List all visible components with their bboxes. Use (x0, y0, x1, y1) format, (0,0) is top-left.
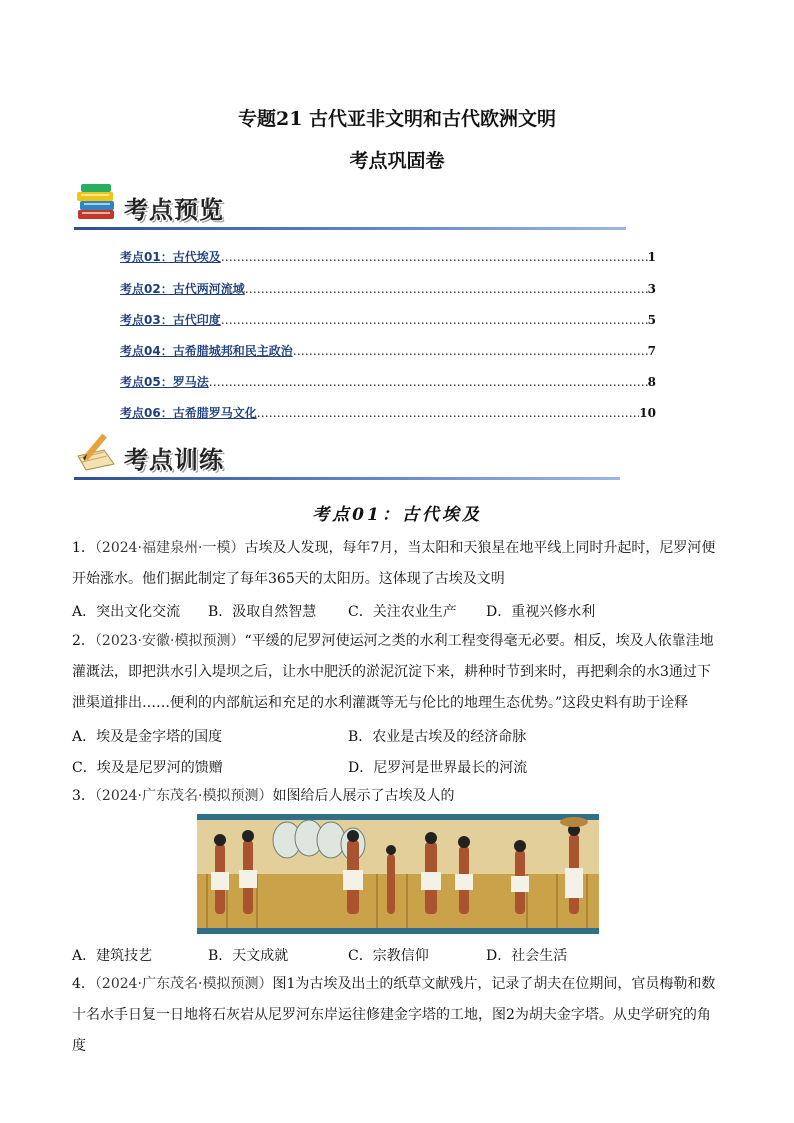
preview-banner-bar (74, 227, 626, 230)
question-source: （2024·福建泉州·一模） (94, 540, 245, 556)
question-3 (72, 781, 724, 812)
toc-item-2[interactable] (120, 280, 656, 297)
toc-dots (257, 406, 640, 420)
document-title: 专题21 古代亚非文明和古代欧洲文明 (237, 108, 557, 130)
toc-item-1[interactable] (120, 248, 656, 265)
toc-page: 7 (647, 344, 656, 358)
question-text: 图1为古埃及出土的纸草文献残片，记录了胡夫在位期间，官员梅勒和数十名水手日复一日地将石灰岩从尼罗河东岸运往修建金字塔的工地，图2为胡夫金字塔。从史学研究的角度 (72, 976, 716, 1054)
toc-page: 10 (639, 406, 656, 420)
toc-item-6[interactable] (120, 404, 656, 421)
question-number: 4． (72, 976, 95, 992)
training-banner (74, 436, 620, 480)
toc-link[interactable]: 考点05：罗马法 (120, 375, 209, 389)
question-number: 1． (72, 540, 95, 556)
toc-link[interactable]: 考点02：古代两河流域 (120, 282, 245, 296)
option[interactable]: A．突出文化交流 (72, 604, 181, 620)
toc-page: 1 (647, 250, 656, 264)
question-text: 古埃及人发现，每年7月，当太阳和天狼星在地平线上同时升起时，尼罗河便开始涨水。他们据此制定了每年365天的太阳历。这体现了古埃及文明 (72, 540, 716, 587)
question-1 (72, 533, 724, 595)
section-title: 考点01：古代埃及 (312, 505, 482, 525)
toc-item-4[interactable] (120, 342, 656, 359)
toc-page: 8 (647, 375, 656, 389)
pencil-notebook-icon (74, 430, 120, 474)
toc-dots (209, 375, 648, 389)
toc-link[interactable]: 考点04：古希腊城邦和民主政治 (120, 344, 293, 358)
question-2 (72, 626, 724, 719)
question-source: （2024·广东茂名·模拟预测） (94, 788, 273, 804)
option[interactable]: D．尼罗河是世界最长的河流 (348, 760, 528, 776)
toc-page: 5 (647, 313, 656, 327)
egyptian-harvest-mural-image (197, 814, 599, 934)
toc-dots (221, 313, 648, 327)
option[interactable]: A．埃及是金字塔的国度 (72, 729, 223, 745)
toc-item-3[interactable] (120, 311, 656, 328)
toc-dots (245, 282, 648, 296)
question-source: （2023·安徽·模拟预测） (94, 633, 245, 649)
option[interactable]: C．宗教信仰 (348, 948, 429, 964)
toc-page: 3 (647, 282, 656, 296)
question-text: 如图给后人展示了古埃及人的 (272, 788, 455, 804)
option[interactable]: D．社会生活 (486, 948, 568, 964)
preview-banner-label: 考点预览 (124, 196, 224, 224)
option[interactable]: B．农业是古埃及的经济命脉 (348, 729, 527, 745)
option[interactable]: A．建筑技艺 (72, 948, 153, 964)
option[interactable]: D．重视兴修水利 (486, 604, 596, 620)
question-text: “平缓的尼罗河使运河之类的水利工程变得毫无必要。相反，埃及人依靠洼地灌溉法，即把洪水引入堤坝之后，让水中肥沃的淤泥沉淀下来，耕种时节到来时，再把剩余的水3通过下泄渠道排出……便利的内部航运和充足的水利灌溉等无与伦比的地理生态优势。”这段史料有助于诠释 (72, 633, 714, 711)
document-subtitle: 考点巩固卷 (349, 150, 445, 172)
question-4 (72, 969, 724, 1062)
toc-item-5[interactable] (120, 373, 656, 390)
question-number: 2． (72, 633, 95, 649)
question-source: （2024·广东茂名·模拟预测） (94, 976, 273, 992)
toc-link[interactable]: 考点03：古代印度 (120, 313, 221, 327)
toc-dots (293, 344, 648, 358)
toc-link[interactable]: 考点01：古代埃及 (120, 250, 221, 264)
training-banner-label: 考点训练 (124, 446, 224, 474)
books-icon (74, 180, 122, 226)
option[interactable]: C．关注农业生产 (348, 604, 457, 620)
toc-dots (221, 250, 648, 264)
option[interactable]: C．埃及是尼罗河的馈赠 (72, 760, 223, 776)
question-number: 3． (72, 788, 95, 804)
toc-link[interactable]: 考点06：古希腊罗马文化 (120, 406, 257, 420)
preview-banner (74, 186, 626, 230)
option[interactable]: B．天文成就 (208, 948, 289, 964)
training-banner-bar (74, 477, 620, 480)
option[interactable]: B．汲取自然智慧 (208, 604, 317, 620)
